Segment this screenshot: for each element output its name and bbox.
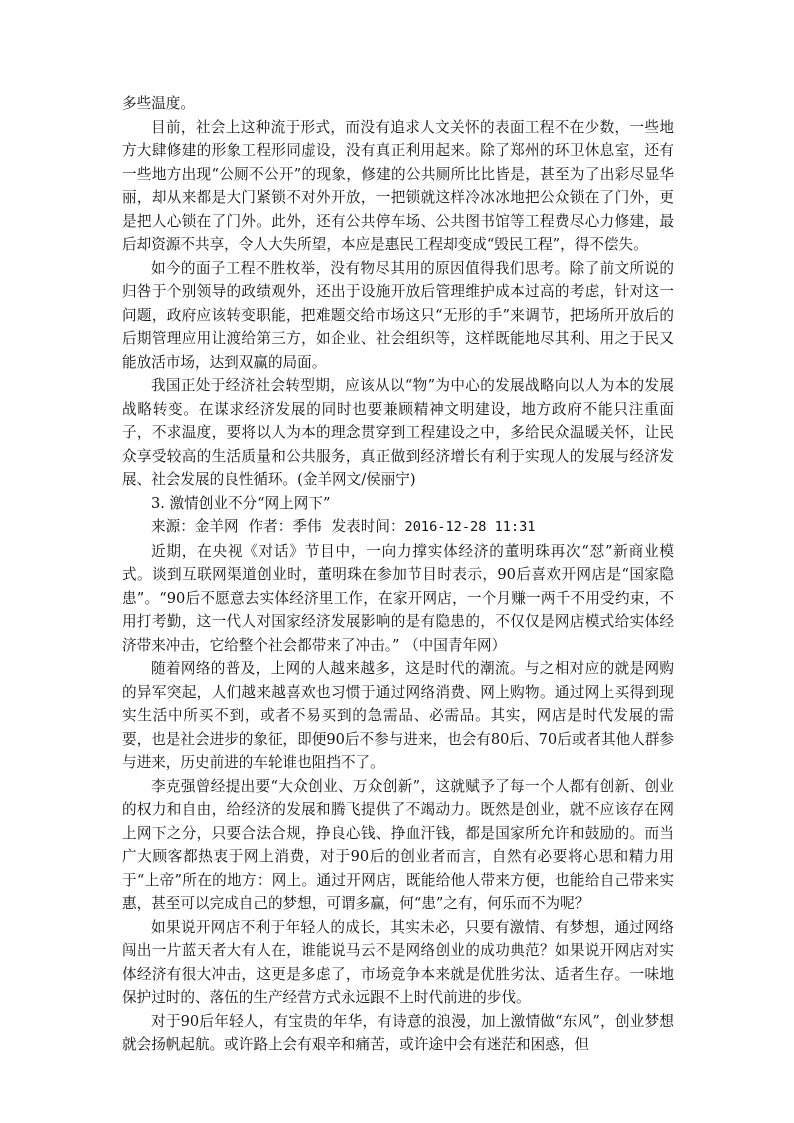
paragraph-growth: 如果说开网店不利于年轻人的成长，其实未必，只要有激情、有梦想，通过网络闯出一片蓝天者大有人在，谁能说马云不是网络创业的成功典范？如果说开网店对实体经济有很大冲击，这更是多虑了，市场竞争本来就是优胜劣汰、适者生存。一味地保护过时的、落伍的生产经营方式永远跟不上时代前进的步伐。 [122,918,674,1006]
publish-time-label: 发表时间： [331,518,405,535]
author-label: 作者：季伟 [248,518,322,535]
publish-time-value: 2016-12-28 11:31 [404,519,536,535]
lead-line: 多些温度。 [122,95,195,112]
paragraph-transition: 我国正处于经济社会转型期，应该从以“物”为中心的发展战略向以人为本的发展战略转变。在谋求经济发展的同时也要兼顾精神文明建设，地方政府不能只注重面子，不求温度，要将以人为本的理念贯穿到工程建设之中，多给民众温暖关怀，让民众享受较高的生活质量和公共服务，真正做到经济增长有利于实现人的发展与经济发展、社会发展的良性循环。(金羊网文/侯丽宁) [122,377,674,488]
paragraph-face-projects: 如今的面子工程不胜枚举，没有物尽其用的原因值得我们思考。除了前文所说的归咎于个别领导的政绩观外，还出于设施开放后管理维护成本过高的考虑，针对这一问题，政府应该转变职能，把难题交给市场这只“无形的手”来调节，把场所开放后的后期管理应用让渡给第三方，如企业、社会组织等，这样既能地尽其利、用之于民又能放活市场，达到双赢的局面。 [122,259,674,371]
paragraph-youth: 对于90后年轻人，有宝贵的年华，有诗意的浪漫，加上激情做“东风”，创业梦想就会扬帆起航。或许路上会有艰辛和痛苦，或许途中会有迷茫和困惑，但 [122,1012,674,1053]
section-heading: 3. 激情创业不分“网上网下” [151,494,331,512]
paragraph-entrepreneurship: 李克强曾经提出要“大众创业、万众创新”，这就赋予了每一个人都有创新、创业的权力和自由，给经济的发展和腾飞提供了不竭动力。既然是创业，就不应该存在网上网下之分，只要合法合规，挣良心钱、挣血汗钱，都是国家所允许和鼓励的。而当广大顾客都热衷于网上消费，对于90后的创业者而言，自然有必要将心思和精力用于“上帝”所在的地方：网上。通过开网店，既能给他人带来方便，也能给自己带来实惠，甚至可以完成自己的梦想，可谓多赢，何“患”之有，何乐而不为呢？ [122,777,674,912]
document-page [122,92,674,1057]
paragraph-surface-projects: 目前，社会上这种流于形式，而没有追求人文关怀的表面工程不在少数，一些地方大肆修建的形象工程形同虚设，没有真正利用起来。除了郑州的环卫休息室，还有一些地方出现“公厕不公开”的现象，修建的公共厕所比比皆是，甚至为了出彩尽显华丽，却从来都是大门紧锁不对外开放，一把锁就这样冷冰冰地把公众锁在了门外，更是把人心锁在了门外。此外，还有公共停车场、公共图书馆等工程费尽心力修建，最后却资源不共享，令人大失所望，本应是惠民工程却变成“毁民工程”，得不偿失。 [122,118,674,253]
paragraph-dialogue: 近期，在央视《对话》节目中，一向力撑实体经济的董明珠再次“怼”新商业模式。谈到互联网渠道创业时，董明珠在参加节目时表示，90后喜欢开网店是“国家隐患”。“90后不愿意去实体经济里工作，在家开网店，一个月赚一两千不用受约束，不用打考勤，这一代人对国家经济发展影响的是有隐患的，不仅仅是网店模式给实体经济带来冲击，它给整个社会都带来了冲击。” （中国青年网） [122,542,674,654]
paragraph-internet: 随着网络的普及，上网的人越来越多，这是时代的潮流。与之相对应的就是网购的异军突起，人们越来越喜欢也习惯于通过网络消费、网上购物。通过网上买得到现实生活中所买不到，或者不易买到的急需品、必需品。其实，网店是时代发展的需要，也是社会进步的象征，即便90后不参与进来，也会有80后、70后或者其他人群参与进来，历史前进的车轮谁也阻挡不了。 [122,660,674,771]
source-label: 来源：金羊网 [151,518,239,535]
source-line [122,515,674,540]
